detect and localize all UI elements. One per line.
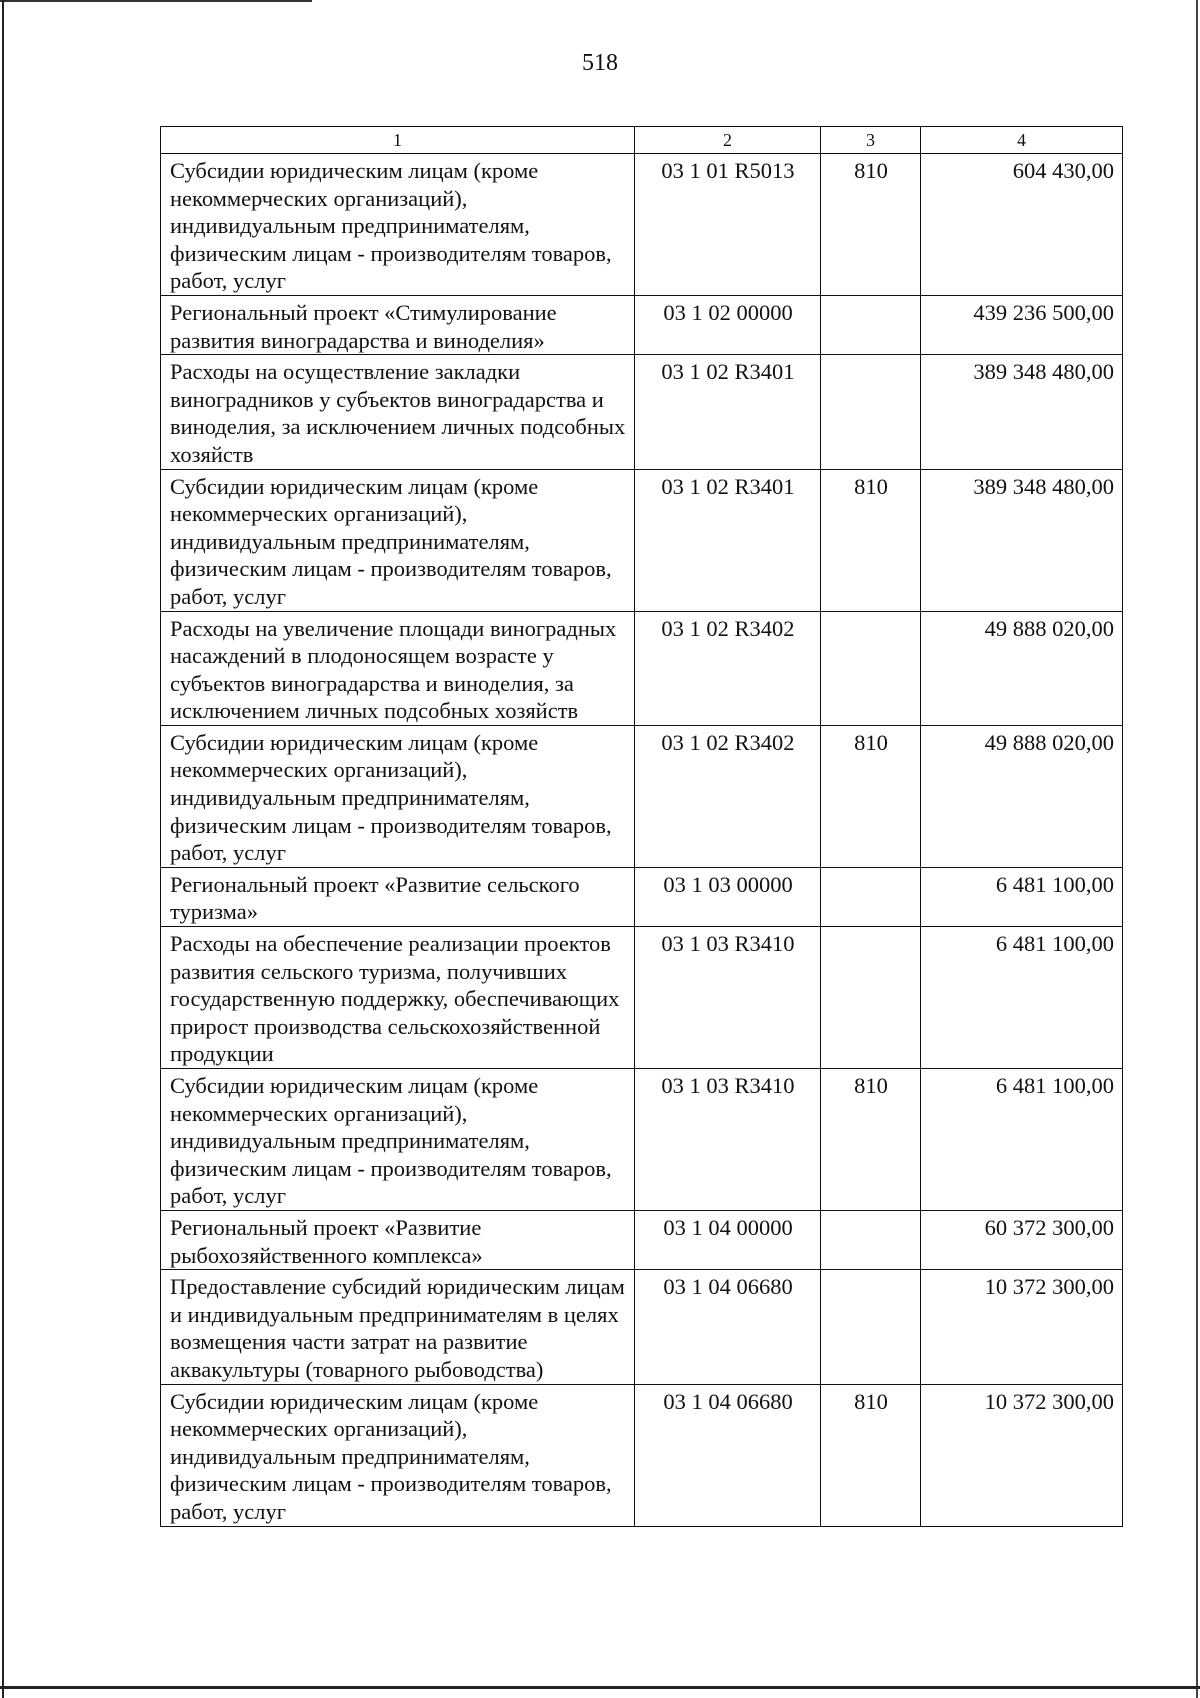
row-name: Субсидии юридическим лицам (кроме некоммерческих организаций), индивидуальным предпринимателям, физическим лицам - производителям товаров, работ, услуг [161,154,635,296]
row-expense-type [821,355,921,469]
table-row [161,1069,1123,1211]
header-col-1: 1 [161,127,635,154]
row-expense-type: 810 [821,1069,921,1211]
scan-edge-bottom [0,1686,1200,1689]
table-row [161,725,1123,867]
row-amount: 6 481 100,00 [921,867,1123,926]
row-expense-type [821,867,921,926]
row-name: Субсидии юридическим лицам (кроме некоммерческих организаций), индивидуальным предпринимателям, физическим лицам - производителям товаров, работ, услуг [161,725,635,867]
row-name: Региональный проект «Стимулирование развития виноградарства и виноделия» [161,295,635,354]
row-amount: 6 481 100,00 [921,1069,1123,1211]
table-row [161,927,1123,1069]
row-code: 03 1 03 R3410 [635,927,821,1069]
row-code: 03 1 04 00000 [635,1210,821,1269]
table-row [161,295,1123,354]
row-amount: 60 372 300,00 [921,1210,1123,1269]
row-expense-type [821,295,921,354]
row-name: Предоставление субсидий юридическим лицам и индивидуальным предпринимателям в целях возмещения части затрат на развитие аквакультуры (товарного рыбоводства) [161,1270,635,1384]
row-name: Расходы на осуществление закладки виноградников у субъектов виноградарства и виноделия, за исключением личных подсобных хозяйств [161,355,635,469]
table-row [161,611,1123,725]
row-code: 03 1 02 R3402 [635,725,821,867]
row-code: 03 1 01 R5013 [635,154,821,296]
row-code: 03 1 02 00000 [635,295,821,354]
row-expense-type [821,927,921,1069]
row-amount: 6 481 100,00 [921,927,1123,1069]
scan-edge-right [1196,0,1198,1698]
table-row [161,469,1123,611]
row-amount: 49 888 020,00 [921,725,1123,867]
row-code: 03 1 04 06680 [635,1270,821,1384]
row-code: 03 1 03 00000 [635,867,821,926]
row-expense-type: 810 [821,154,921,296]
row-expense-type [821,611,921,725]
row-code: 03 1 02 R3402 [635,611,821,725]
row-expense-type: 810 [821,1384,921,1526]
row-amount: 389 348 480,00 [921,355,1123,469]
row-amount: 439 236 500,00 [921,295,1123,354]
budget-table [160,126,1123,1527]
row-expense-type [821,1210,921,1269]
table-row [161,1384,1123,1526]
row-amount: 49 888 020,00 [921,611,1123,725]
header-row [161,127,1123,154]
table-row [161,154,1123,296]
header-col-4: 4 [921,127,1123,154]
row-name: Субсидии юридическим лицам (кроме некоммерческих организаций), индивидуальным предпринимателям, физическим лицам - производителям товаров, работ, услуг [161,469,635,611]
table-row [161,355,1123,469]
row-name: Региональный проект «Развитие сельского туризма» [161,867,635,926]
row-expense-type: 810 [821,725,921,867]
table-row [161,1270,1123,1384]
row-name: Расходы на увеличение площади виноградных насаждений в плодоносящем возрасте у субъектов виноградарства и виноделия, за исключением личных подсобных хозяйств [161,611,635,725]
row-amount: 10 372 300,00 [921,1270,1123,1384]
scan-edge-left [2,0,4,1698]
row-expense-type [821,1270,921,1384]
row-amount: 10 372 300,00 [921,1384,1123,1526]
table-row [161,1210,1123,1269]
header-col-3: 3 [821,127,921,154]
row-code: 03 1 02 R3401 [635,469,821,611]
row-name: Субсидии юридическим лицам (кроме некоммерческих организаций), индивидуальным предпринимателям, физическим лицам - производителям товаров, работ, услуг [161,1384,635,1526]
row-amount: 604 430,00 [921,154,1123,296]
row-code: 03 1 03 R3410 [635,1069,821,1211]
row-code: 03 1 04 06680 [635,1384,821,1526]
row-name: Субсидии юридическим лицам (кроме некоммерческих организаций), индивидуальным предпринимателям, физическим лицам - производителям товаров, работ, услуг [161,1069,635,1211]
row-name: Расходы на обеспечение реализации проектов развития сельского туризма, получивших государственную поддержку, обеспечивающих прирост производства сельскохозяйственной продукции [161,927,635,1069]
header-col-2: 2 [635,127,821,154]
row-amount: 389 348 480,00 [921,469,1123,611]
row-name: Региональный проект «Развитие рыбохозяйственного комплекса» [161,1210,635,1269]
row-code: 03 1 02 R3401 [635,355,821,469]
table-row [161,867,1123,926]
row-expense-type: 810 [821,469,921,611]
scan-edge-top [0,0,312,2]
page-number: 518 [582,50,618,76]
